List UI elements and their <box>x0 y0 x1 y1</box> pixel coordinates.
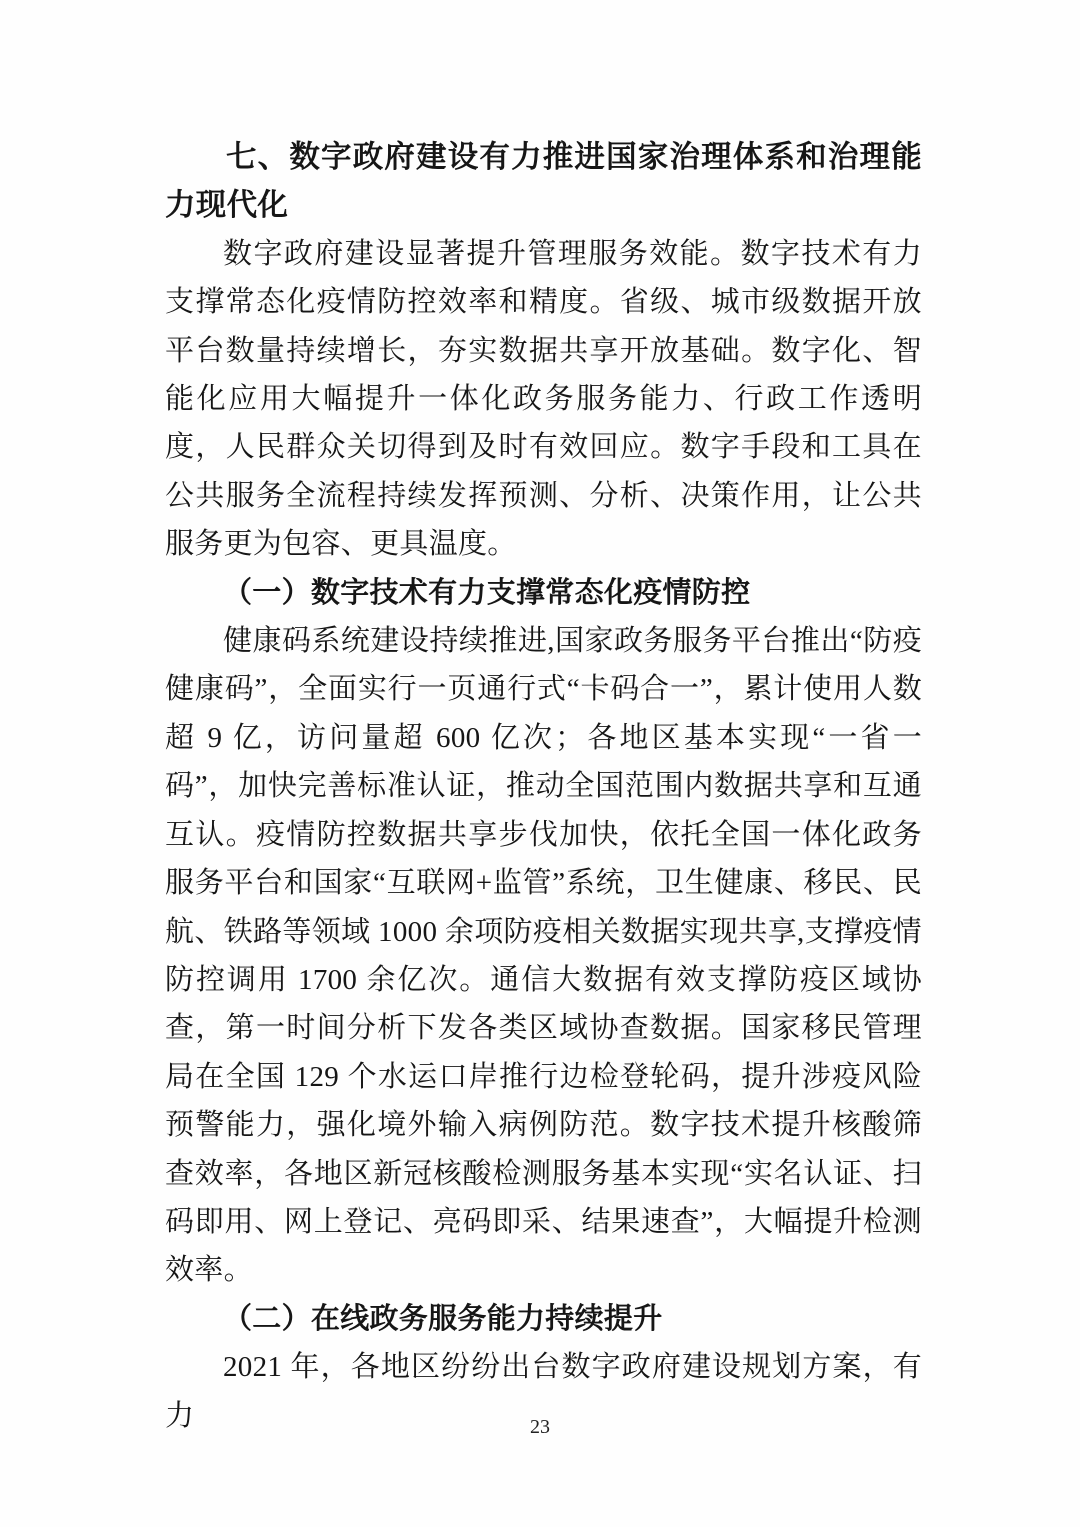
subsection-heading-2: （二）在线政务服务能力持续提升 <box>223 1302 663 1335</box>
page-number: 23 <box>530 1416 550 1438</box>
paragraph-online-services: 2021 年，各地区纷纷出台数字政府建设规划方案，有力 <box>165 1351 922 1432</box>
subsection-heading-1: （一）数字技术有力支撑常态化疫情防控 <box>223 576 751 609</box>
chapter-title: 七、数字政府建设有力推进国家治理体系和治理能力现代化 <box>165 140 922 223</box>
paragraph-overview: 数字政府建设显著提升管理服务效能。数字技术有力支撑常态化疫情防控效率和精度。省级、城市级数据开放平台数量持续增长，夯实数据共享开放基础。数字化、智能化应用大幅提升一体化政务服务能力、行政工作透明度，人民群众关切得到及时有效回应。数字手段和工具在公共服务全流程持续发挥预测、分析、决策作用，让公共服务更为包容、更具温度。 <box>165 237 922 561</box>
page-content <box>165 0 922 1440</box>
paragraph-epidemic-control: 健康码系统建设持续推进,国家政务服务平台推出“防疫健康码”，全面实行一页通行式“卡码合一”，累计使用人数超 9 亿，访问量超 600 亿次；各地区基本实现“一省一码”，加快完善标准认证，推动全国范围内数据共享和互通互认。疫情防控数据共享步伐加快，依托全国一体化政务服务平台和国家“互联网+监管”系统，卫生健康、移民、民航、铁路等领域 1000 余项防疫相关数据实现共享,支撑疫情防控调用 1700 余亿次。通信大数据有效支撑防疫区域协查，第一时间分析下发各类区域协查数据。国家移民管理局在全国 129 个水运口岸推行边检登轮码，提升涉疫风险预警能力，强化境外输入病例防范。数字技术提升核酸筛查效率，各地区新冠核酸检测服务基本实现“实名认证、扫码即用、网上登记、亮码即采、结果速查”，大幅提升检测效率。 <box>165 625 922 1287</box>
